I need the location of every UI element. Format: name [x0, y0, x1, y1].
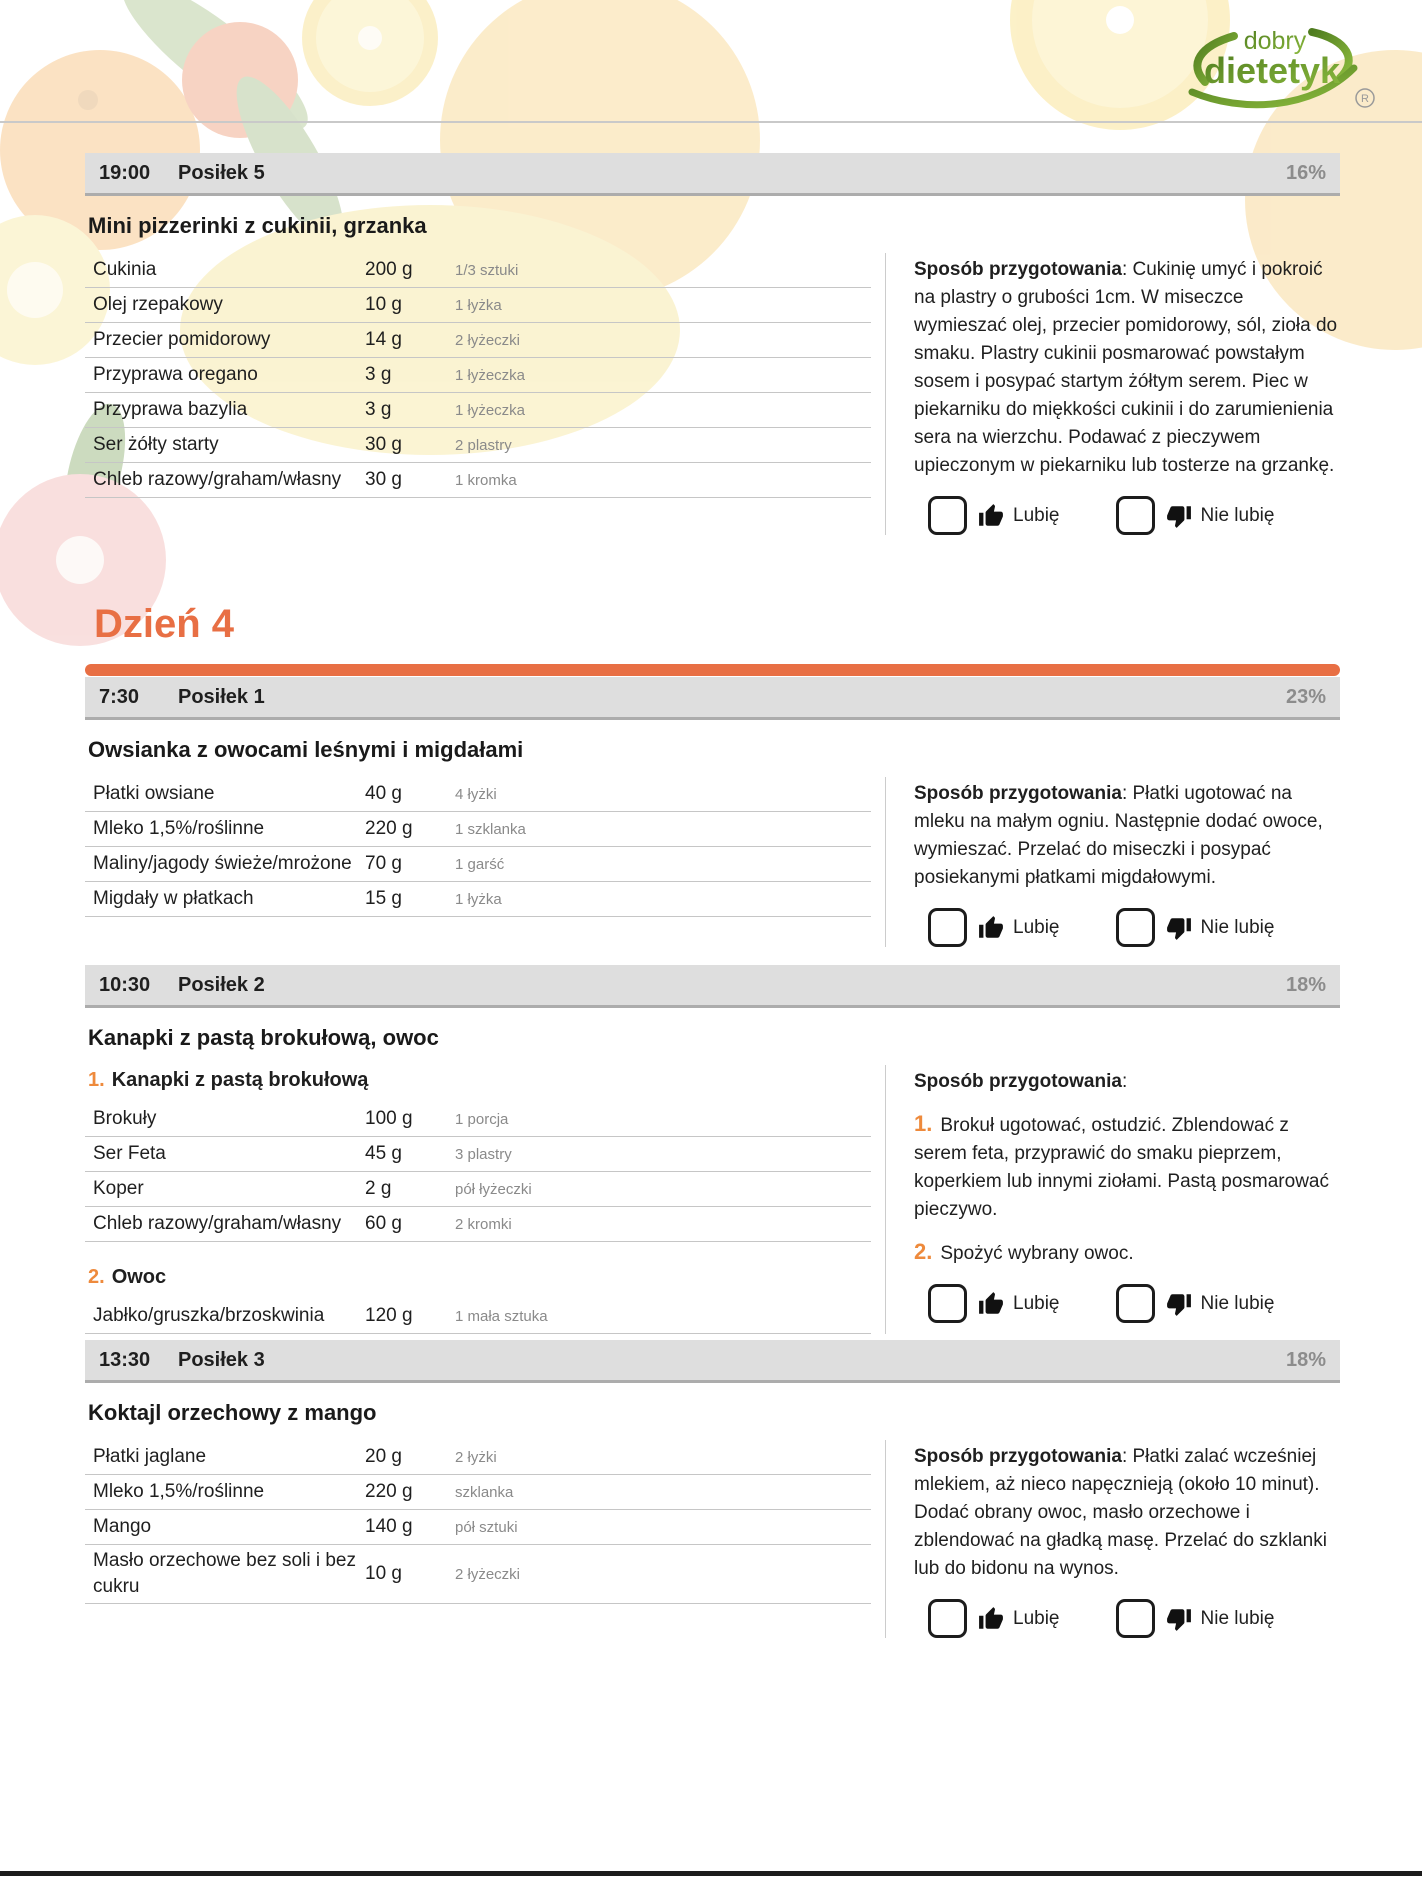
ingredient-measure: 1 kromka — [455, 471, 517, 489]
logo-text-top: dobry — [1243, 27, 1307, 55]
ingredient-measure: pół sztuki — [455, 1518, 518, 1536]
ingredient-amount: 30 g — [365, 469, 402, 490]
preparation-text: Sposób przygotowania: Cukinię umyć i pokroić na plastry o grubości 1cm. W miseczce wymieszać olej, przecier pomidorowy, sól, zioła do smaku. Plastry cukinii posmarować powstałym sosem i posypać startym żółtym serem. Piec w piekarniku do miękkości cukinii i do zarumienienia sera na wierzchu. Podawać z pieczywem upieczonym w piekarniku lub tosterze na grzankę. — [914, 259, 1338, 476]
thumbs-down-icon — [1166, 915, 1192, 941]
page-bottom-divider — [0, 1871, 1422, 1876]
recipe-title: Kanapki z pastą brokułową, owoc — [88, 1025, 439, 1050]
table-row — [85, 1510, 871, 1545]
ingredients-column — [85, 1065, 885, 1334]
ingredient-measure: 2 łyżki — [455, 1448, 497, 1466]
meal-time: 7:30 — [99, 685, 140, 708]
ingredient-measure: 4 łyżki — [455, 785, 497, 803]
meal-header — [85, 1340, 1340, 1383]
ingredient-measure: 1 szklanka — [455, 820, 526, 838]
meal-time: 19:00 — [99, 161, 151, 184]
table-row — [85, 1102, 871, 1137]
meal-energy-percent: 23% — [1285, 685, 1326, 708]
ingredient-amount: 30 g — [365, 434, 402, 455]
preparation-lead: Sposób przygotowania — [914, 1071, 1122, 1092]
day-divider-bar — [85, 664, 1340, 676]
dislike-label: Nie lubię — [1200, 504, 1275, 526]
ingredient-amount: 10 g — [365, 294, 402, 315]
ingredient-name: Olej rzepakowy — [93, 294, 223, 315]
ingredient-name: Przyprawa bazylia — [93, 399, 248, 420]
ingredient-amount: 220 g — [365, 818, 413, 839]
preparation-column — [885, 777, 1340, 947]
ingredient-name: Mleko 1,5%/roślinne — [93, 818, 265, 839]
ingredient-amount: 40 g — [365, 783, 402, 804]
ingredient-amount: 70 g — [365, 853, 402, 874]
table-row — [85, 847, 871, 882]
ingredient-amount: 20 g — [365, 1446, 402, 1467]
table-row — [85, 1299, 871, 1334]
thumbs-up-icon — [978, 915, 1004, 941]
ingredient-measure: 2 łyżeczki — [455, 331, 521, 349]
ingredient-measure: 1 łyżka — [455, 890, 502, 908]
table-row — [85, 463, 871, 498]
recipe-subheading: 1. Kanapki z pastą brokułową — [88, 1069, 369, 1091]
ingredient-amount: 200 g — [365, 259, 413, 280]
ingredient-amount: 140 g — [365, 1516, 413, 1537]
preparation-lead: Sposób przygotowania — [914, 259, 1122, 280]
ingredient-name: Ser Feta — [93, 1143, 166, 1164]
meal-section-posilek-2 — [85, 965, 1340, 1334]
ingredient-name: Przyprawa oregano — [93, 364, 258, 385]
ingredient-amount: 100 g — [365, 1108, 413, 1129]
table-row — [85, 253, 871, 288]
meal-name: Posiłek 5 — [178, 161, 265, 184]
ingredient-measure: 3 plastry — [455, 1145, 512, 1163]
day-heading-block — [85, 590, 1340, 676]
table-row — [85, 777, 871, 812]
dislike-checkbox[interactable] — [1116, 908, 1155, 947]
ingredient-name: Mango — [93, 1516, 152, 1537]
like-label: Lubię — [1013, 1292, 1060, 1314]
dislike-checkbox[interactable] — [1116, 1284, 1155, 1323]
ingredients-table — [85, 777, 871, 917]
ingredient-measure: szklanka — [455, 1483, 514, 1501]
table-row — [85, 882, 871, 917]
meal-header — [85, 677, 1340, 720]
like-label: Lubię — [1013, 504, 1060, 526]
ingredient-name: Masło orzechowe bez soli i bez cukru — [93, 1550, 356, 1597]
ingredient-amount: 3 g — [365, 399, 392, 420]
ingredient-name: Mleko 1,5%/roślinne — [93, 1481, 265, 1502]
dislike-checkbox[interactable] — [1116, 496, 1155, 535]
like-checkbox[interactable] — [928, 1599, 967, 1638]
dislike-label: Nie lubię — [1200, 1292, 1275, 1314]
like-dislike-row — [928, 908, 1340, 947]
ingredient-measure: 2 łyżeczki — [455, 1565, 521, 1583]
table-row — [85, 428, 871, 463]
ingredients-column — [85, 253, 885, 535]
subheading-number: 1. — [88, 1069, 105, 1091]
ingredient-amount: 120 g — [365, 1305, 413, 1326]
table-row — [85, 323, 871, 358]
meal-name: Posiłek 1 — [178, 685, 265, 708]
dislike-label: Nie lubię — [1200, 916, 1275, 938]
ingredient-measure: 1 łyżeczka — [455, 366, 526, 384]
meal-name: Posiłek 3 — [178, 1348, 265, 1371]
table-row — [85, 1172, 871, 1207]
meal-section-posilek-1 — [85, 677, 1340, 947]
table-row — [85, 812, 871, 847]
ingredient-amount: 45 g — [365, 1143, 402, 1164]
ingredient-name: Ser żółty starty — [93, 434, 219, 455]
dobry-dietetyk-logo — [1160, 16, 1395, 116]
thumbs-down-icon — [1166, 1291, 1192, 1317]
ingredient-measure: 1 mała sztuka — [455, 1307, 548, 1325]
ingredient-amount: 3 g — [365, 364, 392, 385]
like-checkbox[interactable] — [928, 1284, 967, 1323]
ingredient-amount: 14 g — [365, 329, 402, 350]
meal-section-posilek-3 — [85, 1340, 1340, 1638]
ingredient-amount: 15 g — [365, 888, 402, 909]
like-dislike-row — [928, 496, 1340, 535]
meal-time: 13:30 — [99, 1348, 151, 1371]
table-row — [85, 1440, 871, 1475]
preparation-step: 2. Spożyć wybrany owoc. — [914, 1239, 1134, 1264]
ingredient-name: Chleb razowy/graham/własny — [93, 469, 342, 490]
ingredient-name: Przecier pomidorowy — [93, 329, 271, 350]
top-divider — [0, 121, 1422, 123]
ingredient-measure: pół łyżeczki — [455, 1180, 532, 1198]
registered-mark: R — [1361, 93, 1369, 105]
ingredient-name: Migdały w płatkach — [93, 888, 254, 909]
thumbs-down-icon — [1166, 1606, 1192, 1632]
preparation-column — [885, 253, 1340, 535]
ingredient-amount: 2 g — [365, 1178, 392, 1199]
ingredient-amount: 220 g — [365, 1481, 413, 1502]
thumbs-up-icon — [978, 1606, 1004, 1632]
ingredient-amount: 60 g — [365, 1213, 402, 1234]
ingredient-name: Płatki jaglane — [93, 1446, 207, 1467]
ingredient-amount: 10 g — [365, 1563, 402, 1584]
ingredient-name: Brokuły — [93, 1108, 157, 1129]
meal-energy-percent: 16% — [1285, 161, 1326, 184]
ingredients-column — [85, 777, 885, 947]
ingredients-column — [85, 1440, 885, 1638]
table-row — [85, 1207, 871, 1242]
ingredients-table — [85, 253, 871, 498]
preparation-step: 1. Brokuł ugotować, ostudzić. Zblendować z serem feta, przyprawić do smaku pieprzem, koperkiem lub innymi ziołami. Pastą posmarować pieczywo. — [914, 1111, 1329, 1220]
thumbs-up-icon — [978, 1291, 1004, 1317]
preparation-text: Sposób przygotowania: Płatki zalać wcześniej mlekiem, aż nieco napęcznieją (około 10 minut). Dodać obrany owoc, masło orzechowe i zblendować na gładką masę. Przelać do szklanki lub do bidonu na wynos. — [914, 1446, 1327, 1579]
like-label: Lubię — [1013, 1607, 1060, 1629]
dislike-label: Nie lubię — [1200, 1607, 1275, 1629]
table-row — [85, 288, 871, 323]
ingredient-measure: 1 porcja — [455, 1110, 509, 1128]
ingredient-measure: 1 łyżka — [455, 296, 502, 314]
meal-energy-percent: 18% — [1285, 1348, 1326, 1371]
table-row — [85, 1545, 871, 1604]
ingredient-measure: 2 kromki — [455, 1215, 512, 1233]
meal-time: 10:30 — [99, 973, 151, 996]
table-row — [85, 1475, 871, 1510]
recipe-title: Koktajl orzechowy z mango — [88, 1400, 377, 1425]
ingredient-name: Koper — [93, 1178, 144, 1199]
step-number: 2. — [914, 1239, 933, 1264]
table-row — [85, 393, 871, 428]
ingredient-name: Jabłko/gruszka/brzoskwinia — [93, 1305, 325, 1326]
thumbs-up-icon — [978, 503, 1004, 529]
preparation-text: Sposób przygotowania: Płatki ugotować na mleku na małym ogniu. Następnie dodać owoce, wymieszać. Przelać do miseczki i posypać posiekanymi płatkami migdałowymi. — [914, 783, 1323, 888]
step-number: 1. — [914, 1111, 933, 1136]
ingredient-measure: 1 łyżeczka — [455, 401, 526, 419]
ingredient-measure: 1/3 sztuki — [455, 261, 519, 279]
meal-header — [85, 153, 1340, 196]
table-row — [85, 358, 871, 393]
ingredient-name: Cukinia — [93, 259, 157, 280]
like-label: Lubię — [1013, 916, 1060, 938]
preparation-lead: Sposób przygotowania — [914, 1446, 1122, 1467]
meal-section-posilek-5 — [85, 153, 1340, 535]
thumbs-down-icon — [1166, 503, 1192, 529]
logo-text-main: dietetyk — [1203, 50, 1341, 91]
meal-header — [85, 965, 1340, 1008]
ingredients-table — [85, 1440, 871, 1604]
ingredient-measure: 1 garść — [455, 855, 505, 873]
table-row — [85, 1137, 871, 1172]
preparation-text: Sposób przygotowania: — [914, 1071, 1128, 1092]
recipe-title: Owsianka z owocami leśnymi i migdałami — [88, 737, 524, 762]
meal-name: Posiłek 2 — [178, 973, 265, 996]
ingredient-measure: 2 plastry — [455, 436, 512, 454]
preparation-column — [885, 1065, 1340, 1334]
like-checkbox[interactable] — [928, 496, 967, 535]
preparation-lead: Sposób przygotowania — [914, 783, 1122, 804]
like-dislike-row — [928, 1599, 1340, 1638]
like-dislike-row — [928, 1284, 1340, 1323]
ingredients-table — [85, 1102, 871, 1242]
ingredient-name: Płatki owsiane — [93, 783, 215, 804]
preparation-column — [885, 1440, 1340, 1638]
ingredient-name: Maliny/jagody świeże/mrożone — [93, 853, 352, 874]
day-heading: Dzień 4 — [94, 602, 235, 646]
subheading-number: 2. — [88, 1266, 105, 1288]
recipe-subheading: 2. Owoc — [88, 1266, 167, 1288]
dislike-checkbox[interactable] — [1116, 1599, 1155, 1638]
recipe-title: Mini pizzerinki z cukinii, grzanka — [88, 213, 427, 238]
meal-energy-percent: 18% — [1285, 973, 1326, 996]
ingredient-name: Chleb razowy/graham/własny — [93, 1213, 342, 1234]
ingredients-table — [85, 1299, 871, 1334]
like-checkbox[interactable] — [928, 908, 967, 947]
